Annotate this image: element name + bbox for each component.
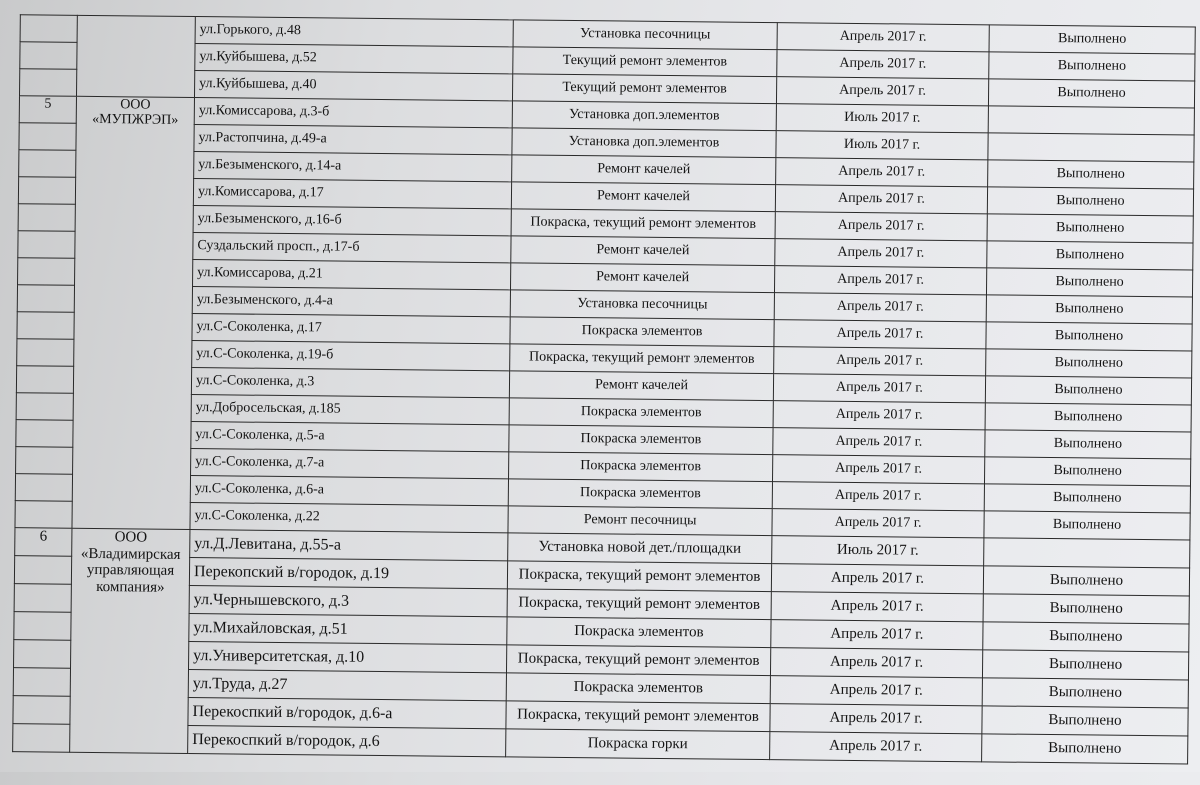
status-cell: Выполнено — [986, 322, 1192, 351]
date-cell: Апрель 2017 г. — [776, 77, 988, 106]
row-number-cell — [18, 231, 75, 259]
work-cell: Ремонт качелей — [511, 182, 775, 212]
row-number-cell — [16, 366, 73, 394]
address-cell: ул.Растопчина, д.49-а — [194, 125, 512, 155]
address-cell: ул.Комиссарова, д.21 — [193, 260, 511, 290]
address-cell: ул.Комиссарова, д.3-б — [194, 98, 512, 128]
address-cell: ул.Безыменского, д.14-а — [194, 152, 512, 182]
address-cell: ул.С-Соколенка, д.5-а — [191, 422, 509, 452]
status-cell — [988, 133, 1194, 162]
status-cell — [984, 538, 1190, 568]
date-cell: Апрель 2017 г. — [773, 428, 985, 457]
row-number-cell: 5 — [19, 96, 76, 124]
date-cell: Апрель 2017 г. — [772, 509, 984, 538]
date-cell: Апрель 2017 г. — [774, 293, 986, 322]
status-cell: Выполнено — [984, 484, 1190, 513]
row-number-cell — [15, 501, 72, 529]
status-cell: Выполнено — [986, 349, 1192, 378]
row-number-cell: 6 — [15, 528, 72, 557]
work-cell: Покраска элементов — [509, 425, 773, 455]
work-cell: Текущий ремонт элементов — [512, 74, 776, 104]
date-cell: Апрель 2017 г. — [772, 482, 984, 511]
address-cell: Перекопский в/городок, д.19 — [189, 558, 507, 589]
work-cell: Ремонт качелей — [512, 155, 776, 185]
row-number-cell — [16, 447, 73, 475]
row-number-cell — [19, 69, 76, 97]
address-cell: ул.Труда, д.27 — [188, 670, 506, 701]
row-number-cell — [17, 312, 74, 340]
row-number-cell — [19, 150, 76, 178]
status-cell: Выполнено — [989, 52, 1195, 81]
row-number-cell — [13, 668, 70, 697]
address-cell: ул.Горького, д.48 — [195, 17, 513, 47]
status-cell: Выполнено — [985, 403, 1191, 432]
address-cell: ул.С-Соколенка, д.6-а — [190, 476, 508, 506]
address-cell: ул.С-Соколенка, д.22 — [190, 503, 508, 533]
works-table-body — [13, 15, 1196, 764]
organization-cell — [76, 15, 195, 97]
row-number-cell — [13, 696, 70, 725]
address-cell: Суздальский просп., д.17-б — [193, 233, 511, 263]
organization-name-line: «Владимирская — [80, 545, 181, 563]
row-number-cell — [14, 612, 71, 641]
work-cell: Ремонт качелей — [510, 263, 774, 293]
work-cell: Покраска, текущий ремонт элементов — [511, 209, 775, 239]
address-cell: ул.Чернышевского, д.3 — [189, 586, 507, 617]
status-cell: Выполнено — [985, 376, 1191, 405]
work-cell: Установка доп.элементов — [512, 128, 776, 158]
status-cell: Выполнено — [987, 187, 1193, 216]
status-cell: Выполнено — [983, 594, 1189, 624]
work-cell: Покраска, текущий ремонт элементов — [506, 701, 770, 732]
date-cell: Апрель 2017 г. — [770, 648, 982, 678]
work-cell: Установка песочницы — [513, 20, 777, 50]
address-cell: ул.Д.Левитана, д.55-а — [190, 530, 508, 561]
organization-name-line: ООО — [120, 97, 151, 113]
organization-cell — [70, 528, 190, 753]
row-number-cell — [18, 177, 75, 205]
status-cell: Выполнено — [988, 79, 1194, 108]
work-cell: Покраска элементов — [506, 673, 770, 704]
work-cell: Установка песочницы — [510, 290, 774, 320]
date-cell: Апрель 2017 г. — [773, 374, 985, 403]
date-cell: Апрель 2017 г. — [777, 50, 989, 79]
date-cell: Апрель 2017 г. — [775, 185, 987, 214]
work-cell: Ремонт песочницы — [508, 506, 772, 536]
row-number-cell — [18, 258, 75, 286]
date-cell: Апрель 2017 г. — [770, 676, 982, 706]
date-cell: Апрель 2017 г. — [771, 620, 983, 650]
date-cell: Апрель 2017 г. — [770, 732, 982, 762]
works-table — [12, 14, 1196, 764]
date-cell: Апрель 2017 г. — [773, 401, 985, 430]
row-number-cell — [14, 640, 71, 669]
address-cell: ул.Куйбышева, д.40 — [194, 71, 512, 101]
work-cell: Покраска элементов — [509, 398, 773, 428]
address-cell: ул.С-Соколенка, д.7-а — [191, 449, 509, 479]
row-number-cell — [20, 42, 77, 70]
date-cell: Апрель 2017 г. — [770, 704, 982, 734]
row-number-cell — [17, 339, 74, 367]
date-cell: Апрель 2017 г. — [775, 212, 987, 241]
organization-cell — [72, 96, 195, 529]
work-cell: Покраска элементов — [509, 452, 773, 482]
date-cell: Апрель 2017 г. — [776, 158, 988, 187]
address-cell: ул.Михайловская, д.51 — [189, 614, 507, 645]
address-cell: ул.Безыменского, д.16-б — [193, 206, 511, 236]
date-cell: Апрель 2017 г. — [771, 564, 983, 594]
row-number-cell — [13, 724, 70, 753]
organization-name-line: компания» — [96, 578, 165, 596]
row-number-cell — [15, 474, 72, 502]
work-cell: Установка доп.элементов — [512, 101, 776, 131]
date-cell: Апрель 2017 г. — [774, 266, 986, 295]
status-cell: Выполнено — [987, 214, 1193, 243]
status-cell: Выполнено — [982, 650, 1188, 680]
status-cell: Выполнено — [985, 430, 1191, 459]
status-cell: Выполнено — [982, 706, 1188, 736]
row-number-cell — [19, 123, 76, 151]
organization-name-line: «МУПЖРЭП» — [92, 112, 179, 129]
row-number-cell — [14, 584, 71, 613]
row-number-cell — [20, 15, 77, 43]
date-cell: Апрель 2017 г. — [772, 455, 984, 484]
status-cell: Выполнено — [982, 734, 1188, 764]
status-cell: Выполнено — [983, 622, 1189, 652]
date-cell: Апрель 2017 г. — [777, 23, 989, 52]
work-cell: Установка новой дет./площадки — [508, 533, 772, 564]
address-cell: ул.Куйбышева, д.52 — [195, 44, 513, 74]
row-number-cell — [18, 204, 75, 232]
address-cell: Перекоспкий в/городок, д.6-а — [188, 698, 506, 729]
organization-name-line: ООО — [114, 529, 148, 546]
status-cell — [988, 106, 1194, 135]
status-cell: Выполнено — [984, 511, 1190, 540]
address-cell: ул.Безыменского, д.4-а — [192, 287, 510, 317]
row-number-cell — [16, 393, 73, 421]
date-cell: Апрель 2017 г. — [774, 320, 986, 349]
status-cell: Выполнено — [984, 457, 1190, 486]
address-cell: ул.Добросельская, д.185 — [191, 395, 509, 425]
work-cell: Покраска, текущий ремонт элементов — [507, 589, 771, 620]
date-cell: Апрель 2017 г. — [774, 347, 986, 376]
status-cell: Выполнено — [988, 160, 1194, 189]
date-cell: Апрель 2017 г. — [771, 592, 983, 622]
status-cell: Выполнено — [983, 566, 1189, 596]
work-cell: Покраска элементов — [508, 479, 772, 509]
row-number-cell — [14, 556, 71, 585]
status-cell: Выполнено — [982, 678, 1188, 708]
status-cell: Выполнено — [986, 268, 1192, 297]
date-cell: Июль 2017 г. — [776, 104, 988, 133]
date-cell: Июль 2017 г. — [772, 536, 984, 566]
work-cell: Покраска горки — [506, 729, 770, 760]
address-cell: ул.Университетская, д.10 — [188, 642, 506, 673]
address-cell: Перекоспкий в/городок, д.6 — [188, 726, 506, 757]
address-cell: ул.С-Соколенка, д.17 — [192, 314, 510, 344]
status-cell: Выполнено — [987, 241, 1193, 270]
work-cell: Покраска элементов — [510, 317, 774, 347]
date-cell: Июль 2017 г. — [776, 131, 988, 160]
work-cell: Покраска элементов — [507, 617, 771, 648]
row-number-cell — [17, 285, 74, 313]
address-cell: ул.Комиссарова, д.17 — [193, 179, 511, 209]
organization-name-line: управляющая — [86, 561, 175, 579]
work-cell: Текущий ремонт элементов — [513, 47, 777, 77]
status-cell: Выполнено — [986, 295, 1192, 324]
date-cell: Апрель 2017 г. — [775, 239, 987, 268]
address-cell: ул.С-Соколенка, д.19-б — [192, 341, 510, 371]
status-cell: Выполнено — [989, 25, 1195, 54]
address-cell: ул.С-Соколенка, д.3 — [191, 368, 509, 398]
work-cell: Покраска, текущий ремонт элементов — [510, 344, 774, 374]
work-cell: Ремонт качелей — [509, 371, 773, 401]
work-cell: Ремонт качелей — [511, 236, 775, 266]
work-cell: Покраска, текущий ремонт элементов — [506, 645, 770, 676]
row-number-cell — [16, 420, 73, 448]
work-cell: Покраска, текущий ремонт элементов — [507, 561, 771, 592]
